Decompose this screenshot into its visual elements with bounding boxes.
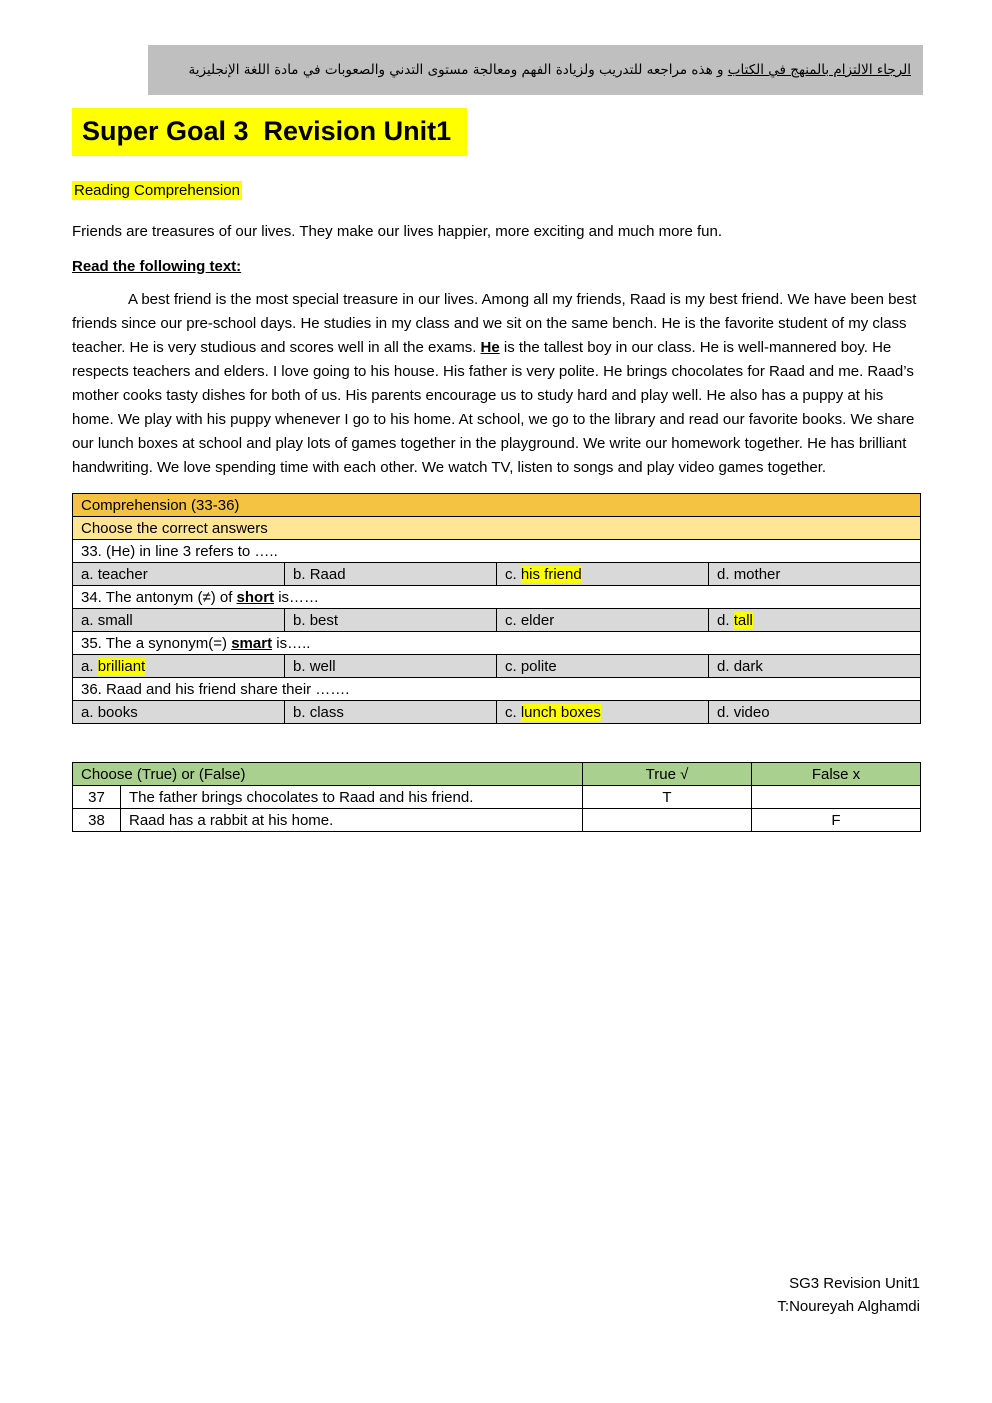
true-false-header-row: [73, 763, 921, 786]
option-36-a: [73, 701, 285, 724]
question-36: [73, 678, 921, 701]
option-text: dark: [733, 657, 763, 675]
read-text-instruction: Read the following text:: [72, 258, 242, 275]
question-34-post: is……: [274, 588, 320, 606]
option-36-c: [497, 701, 709, 724]
comprehension-subtitle: Choose the correct answers: [73, 517, 921, 540]
option-text-highlighted: his friend: [520, 565, 582, 583]
option-label: b.: [293, 565, 310, 583]
question-35: [73, 632, 921, 655]
option-35-b: [285, 655, 497, 678]
question-row-34: [73, 586, 921, 609]
option-33-c: [497, 563, 709, 586]
option-text: video: [733, 703, 770, 721]
arabic-notice-rest: و هذه مراجعه للتدريب ولزيادة الفهم ومعالجة مستوى التدني والصعوبات في مادة اللغة الإنجليزية: [188, 62, 728, 78]
false-answer: F: [752, 809, 921, 832]
footer-line2: T:Noureyah Alghamdi: [777, 1298, 920, 1315]
options-row-33: [73, 563, 921, 586]
question-row-36: [73, 678, 921, 701]
options-row-36: [73, 701, 921, 724]
options-row-34: [73, 609, 921, 632]
option-text: mother: [733, 565, 781, 583]
question-row-33: [73, 540, 921, 563]
true-false-table: [72, 762, 921, 832]
true-answer: [583, 809, 752, 832]
option-text: class: [309, 703, 344, 721]
option-text: polite: [520, 657, 557, 675]
question-33-text: 33. (He) in line 3 refers to …..: [81, 542, 278, 560]
intro-paragraph: Friends are treasures of our lives. They make our lives happier, more exciting and much more fun.: [72, 223, 723, 240]
reading-comprehension-heading: [72, 182, 920, 199]
true-column-header: True √: [583, 763, 752, 786]
option-34-a: [73, 609, 285, 632]
option-text-highlighted: lunch boxes: [520, 703, 601, 721]
comprehension-title-row: [73, 494, 921, 517]
option-33-d: [709, 563, 921, 586]
option-label: a.: [81, 657, 98, 675]
reading-passage: [72, 288, 920, 480]
question-number: 38: [73, 809, 121, 832]
option-34-c: [497, 609, 709, 632]
option-label: d.: [717, 703, 734, 721]
statement: Raad has a rabbit at his home.: [121, 809, 583, 832]
option-35-d: [709, 655, 921, 678]
question-number: 37: [73, 786, 121, 809]
question-34: [73, 586, 921, 609]
option-label: d.: [717, 565, 734, 583]
option-label: a.: [81, 611, 98, 629]
passage-part1: A best friend is the most special treasure in our lives. Among all my friends, Raad is my best friend. We have been best friends since our pre-school days. He studies in my class and we sit on the same bench. He is the favorite student of my class teacher. He is very studious and scores well in all the exams.: [72, 291, 917, 356]
page-footer: [777, 1272, 920, 1318]
option-label: b.: [293, 703, 310, 721]
tf-row-37: [73, 786, 921, 809]
question-34-text: 34. The antonym (≠) of: [81, 588, 237, 606]
question-35-keyword: smart: [231, 634, 273, 652]
page-title: Super Goal 3 Revision Unit1: [72, 108, 467, 156]
option-label: c.: [505, 611, 521, 629]
option-text-highlighted: brilliant: [97, 657, 146, 675]
true-answer: T: [583, 786, 752, 809]
comprehension-subtitle-row: [73, 517, 921, 540]
option-35-a: [73, 655, 285, 678]
comprehension-title: Comprehension (33-36): [73, 494, 921, 517]
question-36-text: 36. Raad and his friend share their …….: [81, 680, 350, 698]
title-block: [72, 108, 920, 156]
option-text: teacher: [97, 565, 148, 583]
option-label: d.: [717, 657, 734, 675]
option-35-c: [497, 655, 709, 678]
option-text: well: [309, 657, 336, 675]
option-label: d.: [717, 611, 734, 629]
true-false-title: Choose (True) or (False): [73, 763, 583, 786]
option-label: b.: [293, 657, 310, 675]
option-label: a.: [81, 565, 98, 583]
option-33-a: [73, 563, 285, 586]
option-text: Raad: [309, 565, 346, 583]
passage-keyword-he: He: [480, 339, 500, 356]
footer-line1: SG3 Revision Unit1: [789, 1275, 920, 1292]
question-34-keyword: short: [236, 588, 275, 606]
option-33-b: [285, 563, 497, 586]
arabic-notice-underlined: الرجاء الالتزام بالمنهج في الكتاب: [727, 62, 911, 78]
option-36-d: [709, 701, 921, 724]
question-35-post: is…..: [272, 634, 311, 652]
comprehension-table: [72, 493, 921, 724]
option-label: c.: [505, 703, 521, 721]
arabic-notice-banner: [148, 45, 923, 95]
option-text-highlighted: tall: [733, 611, 753, 629]
question-row-35: [73, 632, 921, 655]
option-34-d: [709, 609, 921, 632]
false-answer: [752, 786, 921, 809]
option-34-b: [285, 609, 497, 632]
reading-comprehension-label: Reading Comprehension: [74, 182, 240, 199]
options-row-35: [73, 655, 921, 678]
option-36-b: [285, 701, 497, 724]
option-label: a.: [81, 703, 98, 721]
option-text: books: [97, 703, 138, 721]
statement: The father brings chocolates to Raad and his friend.: [121, 786, 583, 809]
question-33: [73, 540, 921, 563]
option-label: b.: [293, 611, 310, 629]
passage-part2: is the tallest boy in our class. He is well-mannered boy. He respects teachers and elders. I love going to his house. His father is very polite. He brings chocolates for Raad and me. Raad’s mother cooks tasty dishes for both of us. His parents encourage us to study hard and play well. He also has a puppy at his home. We play with his puppy whenever I go to his home. At school, we go to the library and read our favorite books. We share our lunch boxes at school and play lots of games together in the playground. We write our homework together. He has brilliant handwriting. We love spending time with each other. We watch TV, listen to songs and play video games together.: [72, 339, 915, 476]
option-label: c.: [505, 565, 521, 583]
tf-row-38: [73, 809, 921, 832]
option-text: best: [309, 611, 339, 629]
question-35-text: 35. The a synonym(=): [81, 634, 232, 652]
false-column-header: False x: [752, 763, 921, 786]
option-text: small: [97, 611, 133, 629]
option-label: c.: [505, 657, 521, 675]
option-text: elder: [520, 611, 555, 629]
